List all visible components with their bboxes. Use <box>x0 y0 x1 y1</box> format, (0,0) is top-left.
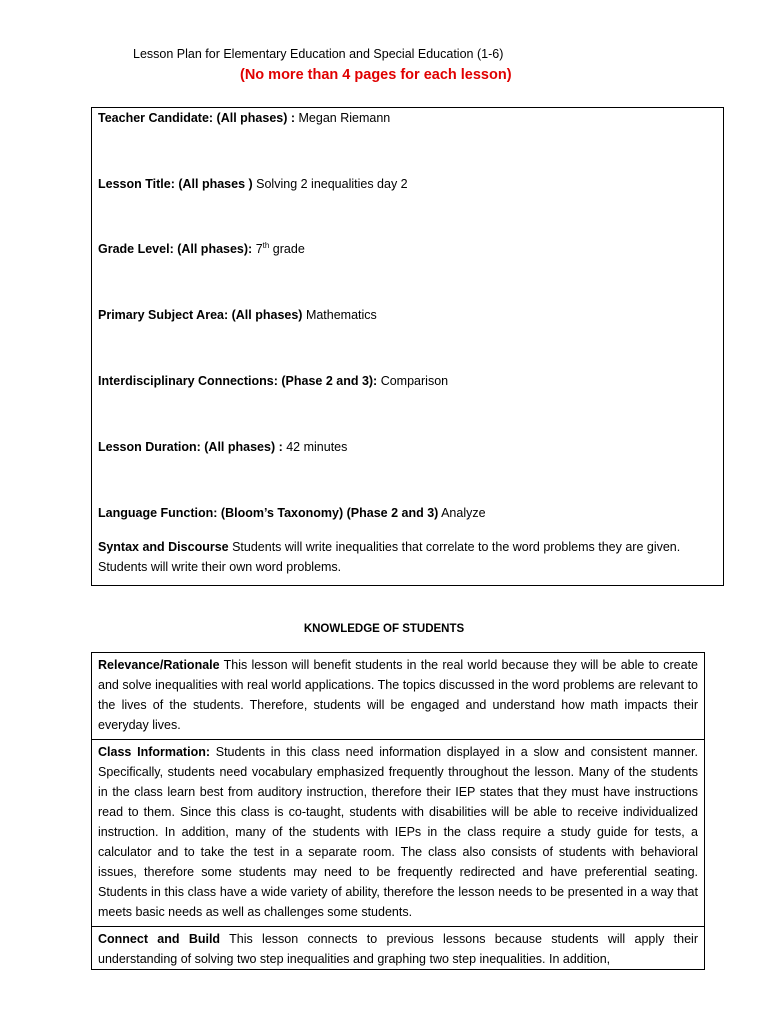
lesson-info-box <box>91 107 724 586</box>
primary-subject-field <box>98 308 377 322</box>
lesson-duration-value: 42 minutes <box>282 440 348 454</box>
lesson-duration-field <box>98 440 347 454</box>
connect-build-label: Connect and Build <box>98 932 221 946</box>
syntax-discourse-field <box>98 538 718 577</box>
teacher-candidate-label: Teacher Candidate: (All phases) : <box>98 111 296 125</box>
language-function-field <box>98 506 486 520</box>
teacher-candidate-field <box>98 111 390 125</box>
relevance-label: Relevance/Rationale <box>98 658 220 672</box>
lesson-title-field <box>98 177 408 191</box>
grade-level-suffix: th <box>262 240 270 250</box>
document-title: Lesson Plan for Elementary Education and Special Education (1-6) <box>133 47 504 61</box>
knowledge-section-title: KNOWLEDGE OF STUDENTS <box>303 623 465 635</box>
primary-subject-label: Primary Subject Area: (All phases) <box>98 308 303 322</box>
page-limit-note: (No more than 4 pages for each lesson) <box>240 67 512 83</box>
syntax-discourse-value: Students will write inequalities that correlate to the word problems they are given. Students will write their own word problems. <box>98 540 681 574</box>
interdisciplinary-label: Interdisciplinary Connections: (Phase 2 and 3): <box>98 374 378 388</box>
grade-level-label: Grade Level: (All phases): <box>98 242 253 256</box>
lesson-title-value: Solving 2 inequalities day 2 <box>252 177 408 191</box>
lesson-title-label: Lesson Title: (All phases ) <box>98 177 253 191</box>
relevance-text: This lesson will benefit students in the real world because they will be able to create and solve inequalities with real world applications. The topics discussed in the word problems are relevant to the lives of the students. Therefore, students will be engaged and understand how math impacts their everyday lives. <box>98 658 698 732</box>
class-information-label: Class Information: <box>98 745 210 759</box>
primary-subject-value: Mathematics <box>302 308 377 322</box>
connect-build-row <box>92 927 704 969</box>
relevance-row <box>92 653 704 740</box>
grade-level-number: 7 <box>252 242 263 256</box>
teacher-candidate-value: Megan Riemann <box>295 111 391 125</box>
syntax-discourse-label: Syntax and Discourse <box>98 540 229 554</box>
grade-level-field <box>98 242 305 256</box>
language-function-label: Language Function: (Bloom’s Taxonomy) (Phase 2 and 3) <box>98 506 439 520</box>
class-information-row <box>92 740 704 927</box>
interdisciplinary-value: Comparison <box>377 374 449 388</box>
class-information-text: Students in this class need information displayed in a slow and consistent manner. Specifically, students need vocabulary emphasized frequently throughout the lesson. Many of the students in the class learn best from auditory instruction, therefore their IEP states that they must have instructions read to them. Since this class is co-taught, students with disabilities will be able to receive individualized instruction. In addition, many of the students with IEPs in the class require a study guide for tests, a calculator and to take the test in a separate room. The class also consists of students with behavioral issues, therefore some students may need to be frequently redirected and have preferential seating. Students in this class have a wide variety of ability, therefore the lesson needs to be presented in a way that meets basic needs as well as challenges some students. <box>98 745 698 919</box>
knowledge-table <box>91 652 705 970</box>
interdisciplinary-field <box>98 374 448 388</box>
grade-level-rest: grade <box>269 242 305 256</box>
connect-build-text: This lesson connects to previous lessons because students will apply their understanding of solving two step inequalities and graphing two step inequalities. In addition, <box>98 932 698 966</box>
language-function-value: Analyze <box>438 506 486 520</box>
lesson-duration-label: Lesson Duration: (All phases) : <box>98 440 283 454</box>
